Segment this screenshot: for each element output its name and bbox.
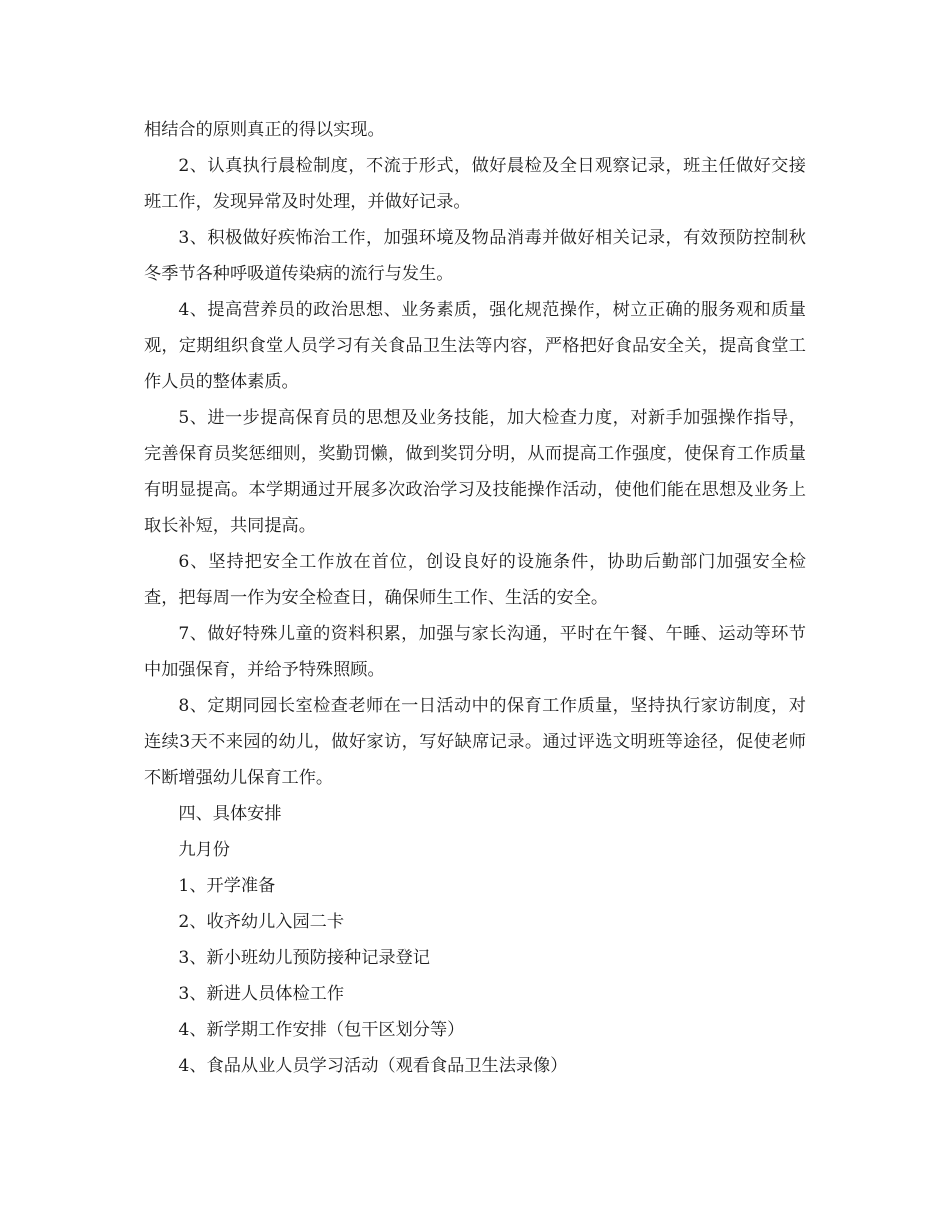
paragraph-item-2: 2、认真执行晨检制度，不流于形式，做好晨检及全日观察记录，班主任做好交接班工作，发现异常及时处理，并做好记录。 <box>144 156 806 212</box>
document-body <box>144 112 806 1084</box>
month-heading: 九月份 <box>178 840 230 860</box>
list-item: 3、新小班幼儿预防接种记录登记 <box>178 948 430 968</box>
paragraph-item-4: 4、提高营养员的政治思想、业务素质，强化规范操作，树立正确的服务观和质量观，定期组织食堂人员学习有关食品卫生法等内容，严格把好食品安全关，提高食堂工作人员的整体素质。 <box>144 300 806 392</box>
paragraph-item-5: 5、进一步提高保育员的思想及业务技能，加大检查力度，对新手加强操作指导，完善保育员奖惩细则，奖勤罚懒，做到奖罚分明，从而提高工作强度，使保育工作质量有明显提高。本学期通过开展多次政治学习及技能操作活动，使他们能在思想及业务上取长补短，共同提高。 <box>144 408 806 536</box>
list-item: 3、新进人员体检工作 <box>178 984 345 1004</box>
list-item: 1、开学准备 <box>178 876 276 896</box>
paragraph-continuation: 相结合的原则真正的得以实现。 <box>144 120 385 140</box>
paragraph-item-8: 8、定期同园长室检查老师在一日活动中的保育工作质量，坚持执行家访制度，对连续3天不来园的幼儿，做好家访，写好缺席记录。通过评选文明班等途径，促使老师不断增强幼儿保育工作。 <box>144 696 806 788</box>
paragraph-item-6: 6、坚持把安全工作放在首位，创设良好的设施条件，协助后勤部门加强安全检查，把每周一作为安全检查日，确保师生工作、生活的安全。 <box>144 552 806 608</box>
list-item: 2、收齐幼儿入园二卡 <box>178 912 345 932</box>
paragraph-item-3: 3、积极做好疾怖治工作，加强环境及物品消毒并做好相关记录，有效预防控制秋冬季节各种呼吸道传染病的流行与发生。 <box>144 228 806 284</box>
list-item: 4、食品从业人员学习活动（观看食品卫生法录像） <box>178 1056 568 1076</box>
list-item: 4、新学期工作安排（包干区划分等） <box>178 1020 465 1040</box>
section-heading: 四、具体安排 <box>178 804 282 824</box>
paragraph-item-7: 7、做好特殊儿童的资料积累，加强与家长沟通，平时在午餐、午睡、运动等环节中加强保育，并给予特殊照顾。 <box>144 624 806 680</box>
